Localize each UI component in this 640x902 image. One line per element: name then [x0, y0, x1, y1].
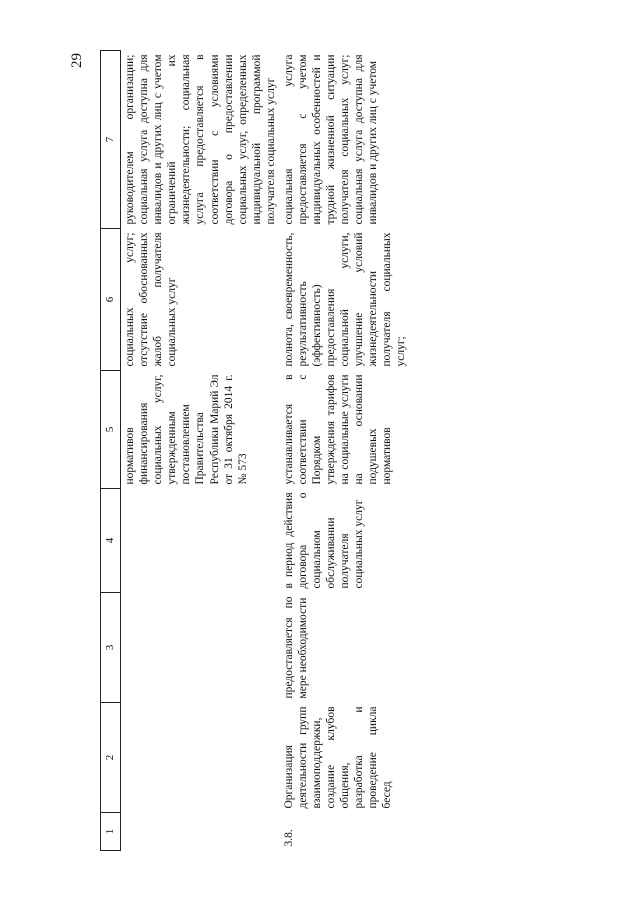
column-header-6: 6: [101, 229, 121, 371]
column-header-3: 3: [101, 593, 121, 703]
table-cell: руководителем организации; социальная услуга доступна для инвалидов и других лиц с учетом ограничений их жизнедеятельности; социальная услуга предоставляется в соответствии с условиями договора о предоставлении социальных услуг, определенных индивидуальной программой получателя социальных услуг: [124, 54, 277, 225]
column-header-5: 5: [101, 371, 121, 489]
column-header-2: 2: [101, 703, 121, 813]
services-table-rotated: [100, 51, 540, 851]
table-cell: Организация деятельности групп взаимоподдержки, создание клубов общения, разработка и проведение цикла бесед: [282, 706, 393, 809]
table-cell: предоставляется по мере необходимости: [282, 596, 309, 699]
table-cell: [121, 489, 280, 593]
table-cell: 3.8.: [282, 829, 295, 847]
page-number: 29: [69, 53, 85, 68]
table-header-row: [101, 51, 121, 851]
table-cell: [121, 813, 280, 851]
services-table: [100, 50, 410, 851]
table-row: [280, 51, 410, 851]
table-cell: социальных услуг; отсутствие обоснованных жалоб получателя социальных услуг: [124, 232, 179, 367]
table-row: [121, 51, 280, 851]
table-cell: [121, 703, 280, 813]
column-header-7: 7: [101, 51, 121, 229]
table-cell: устанавливается в соответствии с Порядком утверждения тарифов на социальные услуги на основании подушевых нормативов: [282, 374, 393, 485]
table-cell: [121, 593, 280, 703]
table-cell: социальная услуга предоставляется с учетом индивидуальных особенностей и трудной жизненной ситуации получателя социальных услуг; социальная услуга доступна для инвалидов и других лиц с учетом: [282, 54, 379, 225]
table-cell: в период действия договора о социальном обслуживании получателя социальных услуг: [282, 492, 365, 589]
column-header-4: 4: [101, 489, 121, 593]
column-header-1: 1: [101, 813, 121, 851]
table-cell: полнота, своевременность, результативность (эффективность) предоставления социальной услуги, улучшение условий жизнедеятельности получателя социальных услуг;: [282, 232, 407, 367]
table-cell: нормативов финансирования социальных услуг, утвержденным постановлением Правительства Республики Марий Эл от 31 октября 2014 г. № 573: [124, 374, 249, 485]
